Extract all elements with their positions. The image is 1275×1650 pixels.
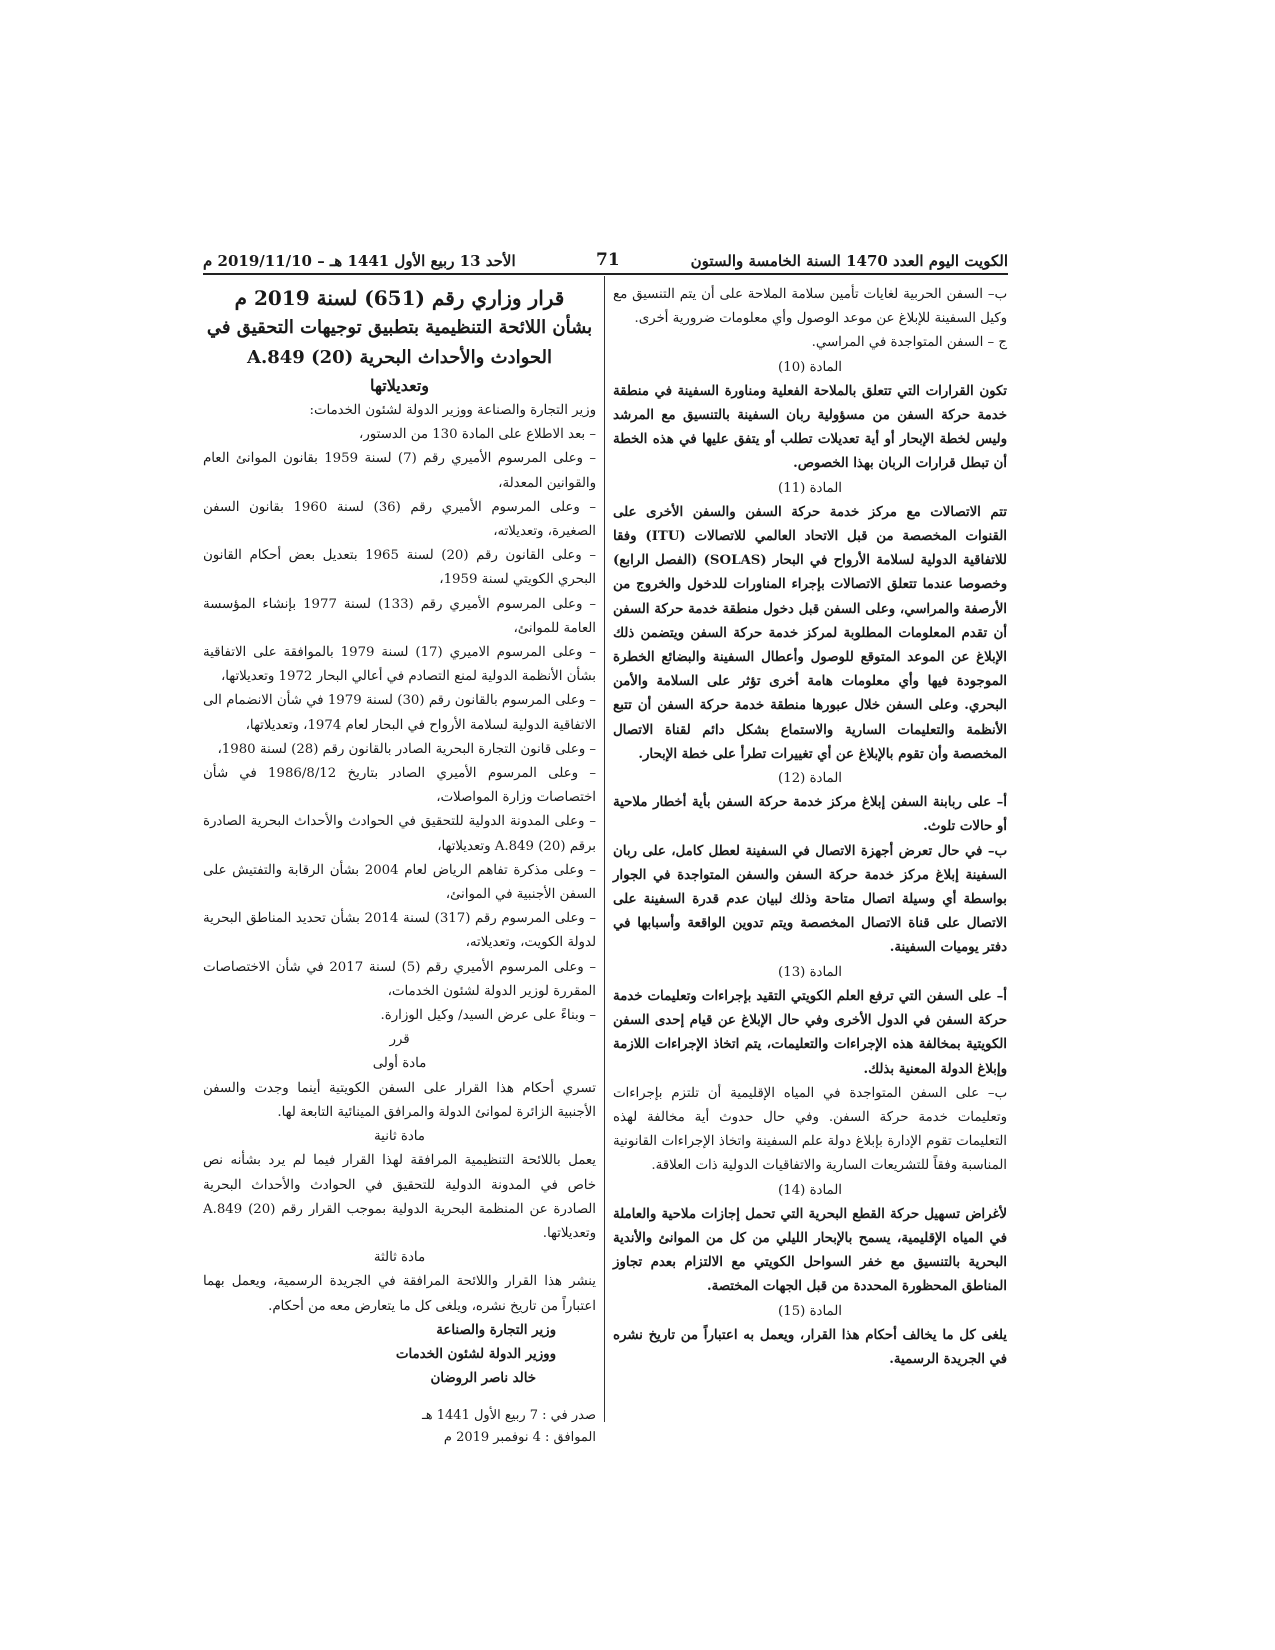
header-date: الأحد 13 ربيع الأول 1441 هـ – 2019/11/10 م	[203, 252, 516, 270]
right-paragraph: تتم الاتصالات مع مركز خدمة حركة السفن والسفن الأخرى على القنوات المخصصة من قبل الاتحاد العالمي للاتصالات (ITU) وفقا للاتفاقية الدولية لسلامة الأرواح في البحار (SOLAS) (الفصل الرابع) وخصوصا عندما تتعلق الاتصالات بإجراء المناورات للدخول والخروج من الأرصفة والمراسي، وعلى السفن قبل دخول منطقة خدمة حركة السفن أن تقدم المعلومات المطلوبة لمركز خدمة حركة السفن ويتضمن ذلك الإبلاغ عن الموعد المتوقع للوصول وأعطال السفينة والبضائع الخطرة الموجودة فيها وأي معلومات هامة أخرى تؤثر على السلامة والأمن البحري. وعلى السفن خلال عبورها منطقة خدمة حركة السفن أن تتبع الأنظمة والتعليمات السارية والاستماع بشكل دائم لقناة الاتصال المخصصة وأن تقوم بالإبلاغ عن أي تغييرات تطرأ على خطة الإبحار.	[613, 504, 1008, 762]
left-paragraph: وزير التجارة والصناعة ووزير الدولة لشئون الخدمات:	[309, 403, 596, 418]
left-paragraph: – وبناءً على عرض السيد/ وكيل الوزارة.	[380, 1008, 596, 1024]
column-divider	[604, 276, 605, 1422]
right-paragraph: أ– على ربابنة السفن إبلاغ مركز خدمة حركة السفن بأية أخطار ملاحية أو حالات تلوث.	[613, 795, 1007, 835]
signature-title-2: ووزير الدولة لشئون الخدمات	[395, 1346, 556, 1362]
right-heading: المادة (14)	[778, 1182, 842, 1198]
left-paragraph: – بعد الاطلاع على المادة 130 من الدستور،	[359, 427, 596, 443]
right-paragraph: يلغى كل ما يخالف أحكام هذا القرار، ويعمل به اعتباراً من تاريخ نشره في الجريدة الرسمية.	[613, 1327, 1007, 1367]
page-number: 71	[596, 250, 620, 270]
issued-line-2: الموافق : 4 نوفمبر 2019 م	[443, 1429, 596, 1445]
left-heading: مادة أولى	[372, 1056, 427, 1072]
left-heading: مادة ثانية	[374, 1129, 425, 1145]
right-column	[613, 283, 1007, 1372]
right-heading: المادة (11)	[778, 480, 842, 496]
right-paragraph: أ– على السفن التي ترفع العلم الكويتي التقيد بإجراءات وتعليمات خدمة حركة السفن في الدول الأخرى وفي حال الإبلاغ عن قيام إحدى السفن الكويتية بمخالفة هذه الإجراءات والتعليمات، يتم اتخاذ الإجراءات اللازمة وإبلاغ الدولة المعنية بذلك.	[613, 988, 1007, 1077]
right-paragraph: ج – السفن المتواجدة في المراسي.	[811, 335, 1007, 351]
header-rule	[203, 273, 1008, 275]
right-heading: المادة (12)	[778, 771, 842, 787]
decree-title: قرار وزاري رقم (651) لسنة 2019 م	[234, 286, 565, 310]
left-paragraph: – وعلى القانون رقم (20) لسنة 1965 بتعديل بعض أحكام القانون البحري الكويتي لسنة 1959،	[203, 548, 596, 588]
right-paragraph: تكون القرارات التي تتعلق بالملاحة الفعلية ومناورة السفينة في منطقة خدمة حركة السفن من مسؤولية ربان السفينة بالتنسيق مع المرشد وليس لخطة الإبحار أو أية تعديلات تطلب أو يتفق عليها في هذه الخطة أن تبطل قرارات الربان بهذا الخصوص.	[613, 383, 1007, 472]
left-paragraph: – وعلى المرسوم الأميري رقم (133) لسنة 1977 بإنشاء المؤسسة العامة للموانئ،	[203, 596, 597, 636]
right-paragraph: لأغراض تسهيل حركة القطع البحرية التي تحمل إجازات ملاحية والعاملة في المياه الإقليمية، يسمح بالإبحار الليلي من كل من الموانئ والأندية البحرية بالتنسيق مع خفر السواحل الكويتي مع الالتزام بعدم تجاوز المناطق المحظورة المحددة من قبل الجهات المختصة.	[613, 1206, 1007, 1295]
left-paragraph: – وعلى المرسوم الأميري رقم (5) لسنة 2017 في شأن الاختصاصات المقررة لوزير الدولة لشئون الخدمات،	[203, 959, 597, 999]
left-paragraph: ينشر هذا القرار واللائحة المرافقة في الجريدة الرسمية، ويعمل بهما اعتباراً من تاريخ نشره، ويلغى كل ما يتعارض معه من أحكام.	[203, 1274, 596, 1314]
left-paragraph: – وعلى المرسوم الأميري رقم (36) لسنة 1960 بقانون السفن الصغيرة، وتعديلاته،	[203, 499, 596, 540]
right-heading: المادة (10)	[778, 359, 842, 375]
left-paragraph: – وعلى المرسوم بالقانون رقم (30) لسنة 1979 في شأن الانضمام الى الاتفاقية الدولية لسلامة الأرواح في البحار لعام 1974، وتعديلاتها،	[203, 693, 596, 733]
issued-date	[203, 1405, 596, 1449]
right-paragraph: ب– في حال تعرض أجهزة الاتصال في السفينة لعطل كامل، على ربان السفينة إبلاغ مركز خدمة حركة السفن والسفن المتواجدة في الجوار بواسطة أي وسيلة اتصال متاحة وذلك لبيان عدم قدرة السفينة على الاتصال على قناة الاتصال المخصصة ويتم تدوين الواقعة وأسبابها في دفتر يوميات السفينة.	[613, 843, 1007, 956]
left-paragraph: – وعلى المرسوم الأميري رقم (7) لسنة 1959 بقانون الموانئ العام والقوانين المعدلة،	[203, 451, 596, 491]
decree-subtitle-3: وتعديلاتها	[370, 376, 429, 395]
left-heading: مادة ثالثة	[373, 1250, 426, 1266]
left-column	[203, 283, 596, 1449]
left-paragraph: – وعلى قانون التجارة البحرية الصادر بالقانون رقم (28) لسنة 1980،	[217, 741, 596, 757]
right-paragraph: ب– السفن الحربية لغايات تأمين سلامة الملاحة على أن يتم التنسيق مع وكيل السفينة للإبلاغ عن موعد الوصول وأي معلومات ضرورية أخرى.	[613, 287, 1007, 327]
left-paragraph: – وعلى مذكرة تفاهم الرياض لعام 2004 بشأن الرقابة والتفتيش على السفن الأجنبية في الموانئ،	[203, 862, 596, 903]
decree-body	[203, 399, 596, 1319]
right-paragraph: ب– على السفن المتواجدة في المياه الإقليمية أن تلتزم بإجراءات وتعليمات خدمة حركة السفن. وفي حال حدوث أية مخالفة لهذه التعليمات تقوم الإدارة بإبلاغ دولة علم السفينة واتخاذ الإجراءات القانونية المناسبة وفقاً للتشريعات السارية والاتفاقيات الدولية ذات العلاقة.	[613, 1085, 1007, 1174]
left-paragraph: – وعلى المرسوم الاميري (17) لسنة 1979 بالموافقة على الاتفاقية بشأن الأنظمة الدولية لمنع التصادم في أعالي البحار 1972 وتعديلاتها،	[203, 645, 596, 685]
right-heading: المادة (13)	[778, 964, 842, 980]
decree-subtitle-1: بشأن اللائحة التنظيمية بتطبيق توجيهات التحقيق في	[206, 317, 593, 338]
decree-subtitle-2: الحوادث والأحداث البحرية (20) A.849	[247, 347, 552, 368]
left-heading: قرر	[389, 1032, 410, 1048]
signature-name: خالد ناصر الروضان	[430, 1370, 536, 1386]
right-heading: المادة (15)	[778, 1303, 842, 1319]
left-paragraph: يعمل باللائحة التنظيمية المرافقة لهذا القرار فيما لم يرد بشأنه نص خاص في المدونة الدولية للتحقيق في الحوادث والأحداث البحرية الصادرة عن المنظمة البحرية الدولية بموجب القرار رقم (20) A.849 وتعديلاتها.	[203, 1153, 596, 1241]
issued-line-1: صدر في : 7 ربيع الأول 1441 هـ	[421, 1407, 596, 1423]
signature-title-1: وزير التجارة والصناعة	[436, 1322, 556, 1338]
left-paragraph: تسري أحكام هذا القرار على السفن الكويتية أينما وجدت والسفن الأجنبية الزائرة لموانئ الدولة والمرافق المينائية التابعة لها.	[203, 1080, 596, 1120]
left-paragraph: – وعلى المرسوم الأميري الصادر بتاريخ 1986/8/12 في شأن اختصاصات وزارة المواصلات،	[203, 766, 596, 806]
left-paragraph: – وعلى المرسوم رقم (317) لسنة 2014 بشأن تحديد المناطق البحرية لدولة الكويت، وتعديلاته،	[203, 911, 596, 951]
left-paragraph: – وعلى المدونة الدولية للتحقيق في الحوادث والأحداث البحرية الصادرة برقم (20) A.849 وتعديلاتها،	[203, 814, 596, 854]
header-issue-info: الكويت اليوم العدد 1470 السنة الخامسة والستون	[690, 252, 1008, 270]
